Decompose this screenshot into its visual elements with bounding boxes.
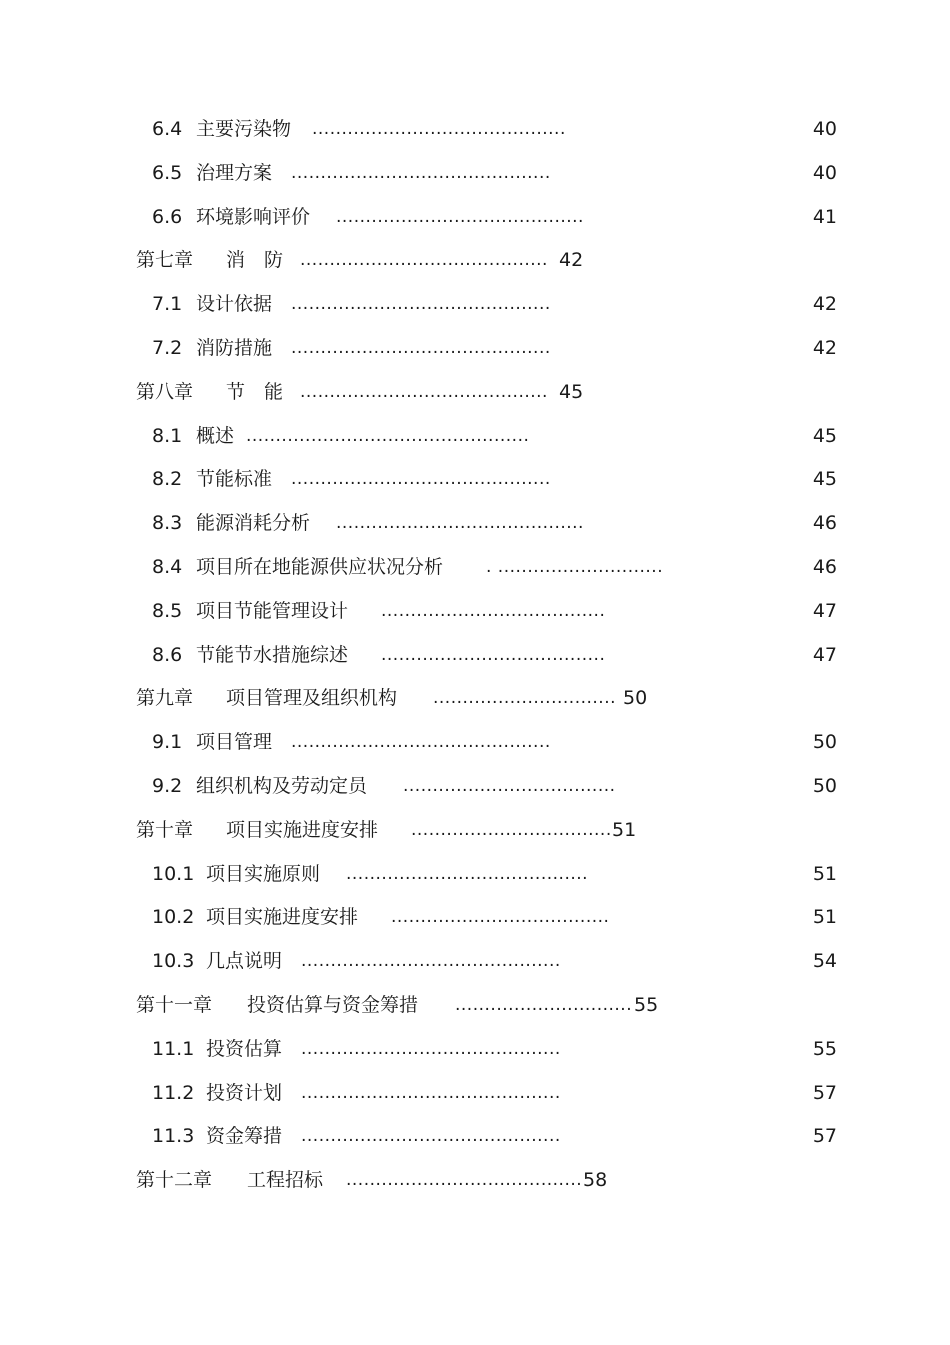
toc-leader-dots: . ............................: [486, 556, 664, 577]
toc-page-number: 47: [812, 643, 837, 666]
toc-section-title: 节能标准: [196, 468, 273, 491]
toc-leader-dots: ...........................................: [312, 119, 566, 139]
toc-section-title: 能源消耗分析: [196, 512, 311, 535]
toc-leader-dots: .....................................: [391, 907, 610, 928]
toc-leader-dots: ............................................: [301, 951, 561, 972]
toc-leader-dots: .........................................: [346, 863, 589, 884]
toc-leader-dots: ............................................: [301, 1038, 561, 1059]
toc-entry[interactable]: [0, 1028, 950, 1072]
toc-chapter-entry[interactable]: [0, 984, 950, 1028]
toc-page-number: 45: [812, 468, 837, 491]
toc-entry[interactable]: [0, 415, 950, 459]
toc-chapter-entry[interactable]: [0, 809, 950, 853]
toc-entry[interactable]: [0, 721, 950, 765]
toc-section-title: 设计依据: [196, 293, 273, 316]
toc-section-title: 环境影响评价: [196, 205, 311, 228]
toc-chapter-title: 节 能: [226, 380, 284, 403]
toc-leader-dots: ............................................: [291, 294, 551, 315]
toc-section-number: 9.1: [152, 731, 183, 754]
toc-entry[interactable]: [0, 152, 950, 196]
toc-page-number: 51: [812, 862, 837, 885]
toc-page-number: 54: [812, 950, 837, 973]
toc-leader-dots: ......................................: [381, 644, 606, 665]
toc-page-number: 51: [812, 906, 837, 929]
toc-section-number: 8.4: [152, 555, 183, 578]
toc-page-number: 41: [812, 205, 837, 228]
toc-page-number: 46: [812, 512, 837, 535]
toc-section-title: 投资计划: [206, 1081, 283, 1104]
toc-leader-dots: ..........................................: [336, 206, 584, 227]
toc-entry[interactable]: [0, 108, 950, 152]
toc-entry[interactable]: [0, 327, 950, 371]
toc-entry[interactable]: [0, 502, 950, 546]
toc-entry[interactable]: [0, 634, 950, 678]
toc-chapter-entry[interactable]: [0, 1159, 950, 1203]
toc-chapter-entry[interactable]: [0, 239, 950, 283]
toc-page-number: 50: [812, 774, 837, 797]
toc-section-number: 8.5: [152, 599, 183, 622]
toc-section-number: 8.1: [152, 424, 183, 447]
toc-leader-dots: ...............................: [433, 688, 617, 709]
toc-leader-dots: ............................................: [291, 337, 551, 358]
toc-page-number: 58: [583, 1169, 608, 1192]
toc-section-title: 投资估算: [206, 1037, 283, 1060]
toc-section-number: 6.4: [152, 118, 183, 140]
toc-leader-dots: ..........................................: [300, 381, 548, 402]
toc-page-number: 50: [812, 731, 837, 754]
toc-chapter-label: 第十二章: [136, 1169, 213, 1192]
toc-section-number: 10.3: [152, 950, 195, 973]
toc-entry[interactable]: [0, 546, 950, 590]
toc-section-number: 9.2: [152, 774, 183, 797]
toc-chapter-title: 项目管理及组织机构: [226, 687, 398, 710]
toc-section-title: 项目管理: [196, 731, 273, 754]
toc-section-number: 7.1: [152, 293, 183, 316]
toc-section-number: 8.2: [152, 468, 183, 491]
toc-section-title: 主要污染物: [196, 118, 292, 140]
toc-chapter-label: 第八章: [136, 380, 194, 403]
toc-leader-dots: ..............................: [455, 994, 633, 1015]
toc-leader-dots: ..........................................: [336, 513, 584, 534]
toc-page-number: 46: [812, 555, 837, 578]
toc-leader-dots: ................................................: [246, 425, 530, 446]
toc-entry[interactable]: [0, 458, 950, 502]
toc-page-number: 57: [812, 1125, 837, 1148]
toc-section-number: 7.2: [152, 336, 183, 359]
toc-page-number: 45: [812, 424, 837, 447]
toc-leader-dots: ......................................: [381, 600, 606, 621]
toc-section-number: 11.1: [152, 1037, 195, 1060]
toc-page-number: 50: [623, 687, 648, 710]
toc-entry[interactable]: [0, 765, 950, 809]
toc-entry[interactable]: [0, 1115, 950, 1159]
toc-section-number: 11.2: [152, 1081, 195, 1104]
toc-chapter-label: 第十一章: [136, 993, 213, 1016]
toc-section-title: 几点说明: [206, 950, 283, 973]
toc-chapter-label: 第九章: [136, 687, 194, 710]
toc-section-number: 6.5: [152, 161, 183, 184]
toc-entry[interactable]: [0, 1072, 950, 1116]
toc-section-title: 概述: [196, 424, 235, 447]
toc-page-number: 51: [612, 818, 637, 841]
toc-entry[interactable]: [0, 896, 950, 940]
toc-page-number: 42: [812, 336, 837, 359]
toc-section-title: 项目节能管理设计: [196, 599, 349, 622]
toc-leader-dots: ........................................: [346, 1170, 583, 1191]
toc-page-number: 57: [812, 1081, 837, 1104]
toc-entry[interactable]: [0, 283, 950, 327]
toc-section-title: 组织机构及劳动定员: [196, 774, 368, 797]
toc-leader-dots: ............................................: [301, 1126, 561, 1147]
toc-section-number: 11.3: [152, 1125, 195, 1148]
toc-section-title: 项目实施进度安排: [206, 906, 359, 929]
toc-page-number: 42: [812, 293, 837, 316]
toc-leader-dots: ....................................: [403, 775, 616, 796]
toc-section-title: 资金筹措: [206, 1125, 283, 1148]
toc-page-number: 40: [812, 118, 837, 140]
toc-section-title: 治理方案: [196, 161, 273, 184]
toc-page-number: 55: [812, 1037, 837, 1060]
toc-section-title: 项目实施原则: [206, 862, 321, 885]
toc-entry[interactable]: [0, 196, 950, 240]
table-of-contents: [0, 108, 950, 1203]
toc-section-number: 10.2: [152, 906, 195, 929]
toc-section-title: 节能节水措施综述: [196, 643, 349, 666]
toc-leader-dots: ..........................................: [300, 250, 548, 271]
toc-chapter-title: 投资估算与资金筹措: [247, 993, 419, 1016]
toc-entry[interactable]: [0, 590, 950, 634]
toc-chapter-label: 第十章: [136, 818, 194, 841]
toc-chapter-entry[interactable]: [0, 677, 950, 721]
toc-chapter-label: 第七章: [136, 249, 194, 272]
toc-section-number: 10.1: [152, 862, 195, 885]
toc-section-title: 项目所在地能源供应状况分析: [196, 555, 444, 578]
toc-section-number: 6.6: [152, 205, 183, 228]
toc-page-number: 45: [559, 380, 584, 403]
toc-page-number: 40: [812, 161, 837, 184]
toc-section-number: 8.6: [152, 643, 183, 666]
toc-chapter-entry[interactable]: [0, 371, 950, 415]
toc-section-number: 8.3: [152, 512, 183, 535]
toc-chapter-title: 消 防: [226, 249, 284, 272]
toc-leader-dots: ............................................: [291, 162, 551, 183]
toc-page-number: 55: [634, 993, 659, 1016]
toc-page-number: 42: [559, 249, 584, 272]
toc-chapter-title: 项目实施进度安排: [226, 818, 379, 841]
toc-entry[interactable]: [0, 853, 950, 897]
toc-leader-dots: ............................................: [291, 732, 551, 753]
toc-leader-dots: ..................................: [411, 819, 612, 840]
toc-leader-dots: ............................................: [301, 1082, 561, 1103]
toc-page-number: 47: [812, 599, 837, 622]
toc-chapter-title: 工程招标: [247, 1169, 324, 1192]
toc-entry[interactable]: [0, 940, 950, 984]
toc-leader-dots: ............................................: [291, 469, 551, 490]
toc-section-title: 消防措施: [196, 336, 273, 359]
